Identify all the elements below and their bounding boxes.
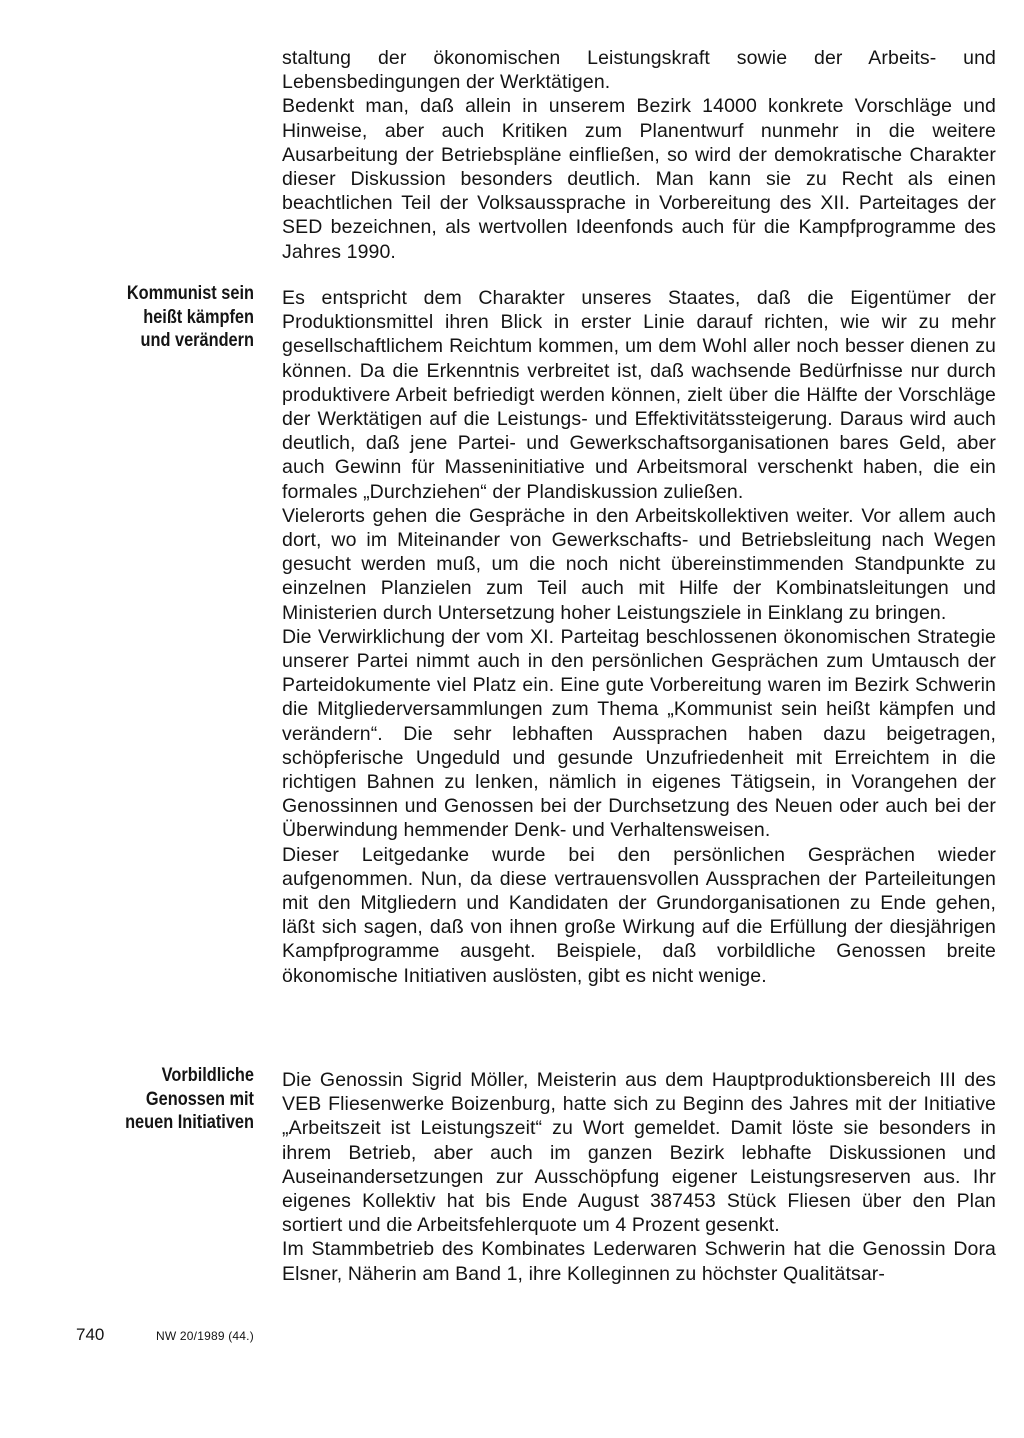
margin-heading-kommunist xyxy=(99,282,254,353)
paragraph: Es entspricht dem Charakter unseres Staates, daß die Eigentümer der Produktionsmittel ihren Blick in erster Linie darauf richten, wie wir zu mehr gesellschaftlichem Reichtum kommen, um dem Wohl aller noch besser dienen zu können. Da die Erkenntnis verbreitet ist, daß wachsende Bedürfnisse nur durch produktivere Arbeit befriedigt werden können, zielt über die Hälfte der Vorschläge der Werktätigen auf die Leistungs- und Effektivitätssteigerung. Daraus wird auch deutlich, daß jene Partei- und Gewerkschaftsorganisationen bares Geld, aber auch Gewinn für Masseninitiative und Arbeitsmoral verschenkt haben, die ein formales „Durchziehen“ der Plandiskussion zuließen. xyxy=(282,287,996,503)
section-intro xyxy=(282,46,996,264)
paragraph: Bedenkt man, daß allein in unserem Bezirk 14000 konkrete Vorschläge und Hinweise, aber auch Kritiken zum Planentwurf nunmehr in die weitere Ausarbeitung der Betriebspläne einfließen, so wird der demokratische Charakter dieser Diskussion besonders deutlich. Man kann sie zu Recht als einen beachtlichen Teil der Volksaussprache in Vorbereitung des XII. Parteitages der SED bezeichnen, als wertvollen Ideenfonds auch für die Kampfprogramme des Jahres 1990. xyxy=(282,95,996,263)
paragraph: Dieser Leitgedanke wurde bei den persönlichen Gesprächen wieder aufgenommen. Nun, da diese vertrauensvollen Aussprachen der Parteileitungen mit den Mitgliedern und Kandidaten der Grundorganisationen zu Ende gehen, läßt sich sagen, daß von ihnen große Wirkung auf die Erfüllung der diesjährigen Kampfprogramme ausgeht. Beispiele, daß vorbildliche Genossen breite ökonomische Initiativen auslösten, gibt es nicht wenige. xyxy=(282,843,996,987)
heading-line: und verändern xyxy=(140,330,254,351)
page-number: 740 xyxy=(76,1325,105,1344)
section-kommunist xyxy=(282,286,996,988)
heading-line: heißt kämpfen xyxy=(143,306,254,328)
paragraph: Die Genossin Sigrid Möller, Meisterin aus dem Hauptproduktionsbereich III des VEB Fliesenwerke Boizenburg, hatte sich zu Beginn des Jahres mit der Initiative „Arbeitszeit ist Leistungszeit“ zu Wort gemeldet. Damit löste sie besonders in ihrem Betrieb, aber auch im ganzen Bezirk lebhafte Diskussionen und Auseinandersetzungen zur Ausschöpfung eigener Leistungsreserven aus. Ihr eigenes Kollektiv hat bis Ende August 387453 Stück Fliesen über den Plan sortiert und die Arbeitsfehlerquote um 4 Prozent gesenkt. xyxy=(282,1069,996,1237)
paragraph: staltung der ökonomischen Leistungskraft sowie der Arbeits- und Lebensbedingungen der Werktätigen. xyxy=(282,47,996,94)
heading-line: Vorbildliche xyxy=(161,1065,254,1086)
heading-line: Genossen mit xyxy=(145,1088,254,1110)
paragraph: Vielerorts gehen die Gespräche in den Arbeitskollektiven weiter. Vor allem auch dort, wo im Miteinander von Gewerkschafts- und Betriebsleitung nach Wegen gesucht werden muß, um die noch nicht übereinstimmenden Standpunkte zu einzelnen Planzielen zum Teil auch mit Hilfe der Kombinatsleitungen und Ministerien durch Untersetzung hoher Leistungsziele in Einklang zu bringen. xyxy=(282,504,996,624)
paragraph: Im Stammbetrieb des Kombinates Lederwaren Schwerin hat die Genossin Dora Elsner, Näherin am Band 1, ihre Kolleginnen zu höchster Qualitätsar- xyxy=(282,1238,996,1285)
section-vorbildliche xyxy=(282,1068,996,1286)
paragraph: Die Verwirklichung der vom XI. Parteitag beschlossenen ökonomischen Strategie unserer Partei nimmt auch in den persönlichen Gesprächen zum Umtausch der Parteidokumente viel Platz ein. Eine gute Vorbereitung waren im Bezirk Schwerin die Mitgliederversammlungen zum Thema „Kommunist sein heißt kämpfen und verändern“. Die sehr lebhaften Aussprachen haben dazu beigetragen, schöpferische Ungeduld und gesunde Unzufriedenheit mit Erreichtem in die richtigen Bahnen zu lenken, nämlich in eigenes Tätigsein, in Vorangehen der Genossinnen und Genossen bei der Durchsetzung des Neuen oder auch bei der Überwindung hemmender Denk- und Verhaltensweisen. xyxy=(282,625,996,842)
heading-line: neuen Initiativen xyxy=(125,1112,254,1133)
page-footer xyxy=(76,1325,254,1346)
issue-reference: NW 20/1989 (44.) xyxy=(156,1329,254,1343)
margin-heading-vorbildliche xyxy=(99,1064,254,1135)
heading-line: Kommunist sein xyxy=(126,283,254,304)
